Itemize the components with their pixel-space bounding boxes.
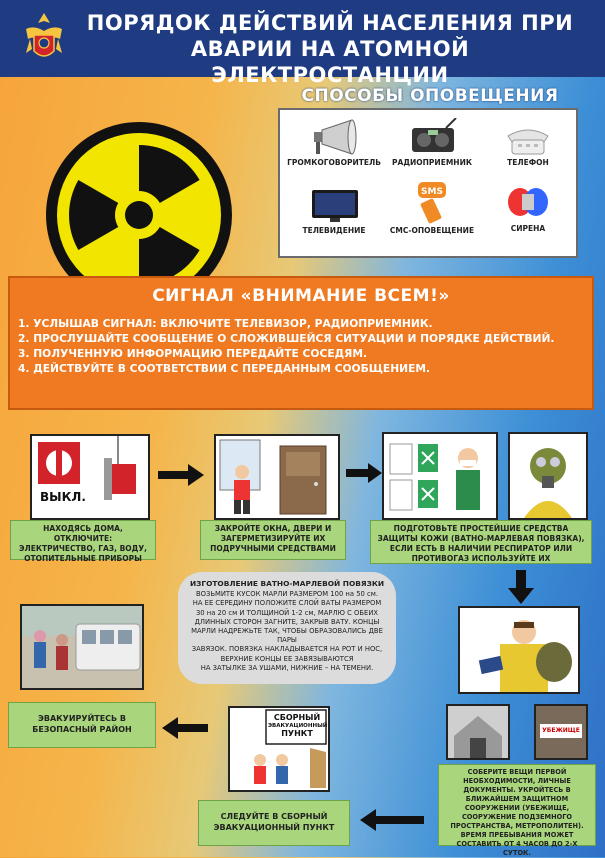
notify-label-telephone: ТЕЛЕФОН [507,158,549,167]
notify-label-siren: СИРЕНА [510,224,546,233]
shelter-entrance-picture [446,704,510,760]
signal-panel [8,276,594,410]
bandage-line: ВЕРХНИЕ КОНЦЫ ЕЕ ЗАВЯЗЫВАЮТСЯ [220,654,354,663]
bandage-instruction-bubble [178,572,396,684]
step-caption-assembly-point: СЛЕДУЙТЕ В СБОРНЫЙ ЭВАКУАЦИОННЫЙ ПУНКТ [198,800,350,846]
arrow-left-icon [360,808,424,832]
signal-steps [18,316,584,376]
switch-off-label: ВЫКЛ. [40,490,86,504]
page-title [80,10,580,88]
evacuation-bus-picture [20,604,144,690]
arrow-right-icon [158,462,204,488]
notify-label-loudspeaker: ГРОМКОГОВОРИТЕЛЬ [287,158,381,167]
assembly-point-sign [268,714,326,738]
notify-item-tv [284,186,384,235]
bandage-line: ДЛИННЫХ СТОРОН ЗАГНИТЕ, ЗАКРЫВ ВАТУ. КОНЦЫ [194,617,380,626]
evacuation-bus-icon [22,606,142,688]
bandage-instructions-icon [384,434,496,518]
switch-off-picture [30,434,150,520]
signal-step: 4. ДЕЙСТВУЙТЕ В СООТВЕТСТВИИ С ПЕРЕДАННЫМ СООБЩЕНИЕМ. [18,362,431,375]
sms-icon [402,180,462,224]
signal-step: 1. УСЛЫШАВ СИГНАЛ: ВКЛЮЧИТЕ ТЕЛЕВИЗОР, РАДИОПРИЕМНИК. [18,317,433,330]
step-caption-protection: ПОДГОТОВЬТЕ ПРОСТЕЙШИЕ СРЕДСТВА ЗАЩИТЫ КОЖИ (ВАТНО-МАРЛЕВАЯ ПОВЯЗКА), ЕСЛИ ЕСТЬ В НАЛИЧИИ РЕСПИРАТОР ИЛИ ПРОТИВОГАЗ ИСПОЛЬЗУЙТЕ ИХ [370,520,592,564]
notify-item-radio [382,118,482,167]
tv-icon [304,186,364,224]
notification-panel [278,108,578,258]
sign-line: ЭВАКУАЦИОННЫЙ [268,723,328,729]
protection-means-picture [382,432,498,520]
shelter-sign-text: УБЕЖИЩЕ [542,727,580,734]
gas-mask-picture [508,432,588,520]
notify-item-telephone [478,118,578,167]
person-with-documents-icon [460,608,578,692]
arrow-left-icon [162,716,208,740]
sms-badge-text: SMS [421,187,443,197]
closing-window-icon [216,436,338,518]
signal-title: СИГНАЛ «ВНИМАНИЕ ВСЕМ!» [152,286,450,306]
shelter-entrance-icon [448,706,508,758]
gas-mask-icon [510,434,586,518]
arrow-down-icon [508,570,534,604]
notify-item-loudspeaker [284,118,384,167]
telephone-icon [498,118,558,156]
power-switch-icon [32,436,148,518]
notify-label-tv: ТЕЛЕВИДЕНИЕ [302,226,366,235]
page-title-line1: ПОРЯДОК ДЕЙСТВИЙ НАСЕЛЕНИЯ ПРИ [86,11,574,35]
siren-icon [498,182,558,222]
assembly-point-picture [228,706,330,792]
bandage-line: НА ЗАТЫЛКЕ ЗА УШАМИ, НИЖНИЕ – НА ТЕМЕНИ. [200,663,374,672]
bandage-line: НА ЕЕ СЕРЕДИНУ ПОЛОЖИТЕ СЛОЙ ВАТЫ РАЗМЕРОМ [192,599,382,608]
page-title-line2: АВАРИИ НА АТОМНОЙ ЭЛЕКТРОСТАНЦИИ [190,37,470,87]
notify-item-siren [478,182,578,233]
megaphone-icon [304,118,364,156]
bandage-line: ЗАВЯЗОК. ПОВЯЗКА НАКЛАДЫВАЕТСЯ НА РОТ И НОС, [191,645,383,654]
step-caption-shelter: СОБЕРИТЕ ВЕЩИ ПЕРВОЙ НЕОБХОДИМОСТИ, ЛИЧНЫЕ ДОКУМЕНТЫ. УКРОЙТЕСЬ В БЛИЖАЙШЕМ ЗАЩИТНОМ СООРУЖЕНИИ (УБЕЖИЩЕ, СООРУЖЕНИЕ ПОДЗЕМНОГО ПРОСТРАНСТВА, МЕТРОПОЛИТЕН). ВРЕМЯ ПРЕБЫВАНИЯ МОЖЕТ СОСТАВИТЬ ОТ 4 ЧАСОВ ДО 2-Х СУТОК. [438,764,596,846]
shelter-sign-picture [534,704,588,760]
notify-label-radio: РАДИОПРИЕМНИК [392,158,472,167]
sign-line: СБОРНЫЙ [273,713,321,722]
radio-icon [402,118,462,156]
bandage-title: ИЗГОТОВЛЕНИЕ ВАТНО-МАРЛЕВОЙ ПОВЯЗКИ [189,579,385,588]
step-caption-evacuate: ЭВАКУИРУЙТЕСЬ В БЕЗОПАСНЫЙ РАЙОН [8,702,156,748]
notification-title: СПОСОБЫ ОПОВЕЩЕНИЯ [301,86,559,106]
documents-bag-picture [458,606,580,694]
step-caption-turn-off: НАХОДЯСЬ ДОМА, ОТКЛЮЧИТЕ: ЭЛЕКТРИЧЕСТВО, ГАЗ, ВОДУ, ОТОПИТЕЛЬНЫЕ ПРИБОРЫ [10,520,156,560]
bandage-line: 30 на 20 см И ТОЛЩИНОЙ 1-2 см, МАРЛЮ С ОБЕИХ [195,608,379,617]
close-windows-picture [214,434,340,520]
sign-line: ПУНКТ [281,729,313,738]
bandage-line: МАРЛИ НАДРЕЖЬТЕ ТАК, ЧТОБЫ ОБРАЗОВАЛИСЬ ДВЕ ПАРЫ [191,627,383,645]
arrow-right-icon [346,462,382,484]
notify-item-sms [382,180,482,235]
signal-step: 2. ПРОСЛУШАЙТЕ СООБЩЕНИЕ О СЛОЖИВШЕЙСЯ СИТУАЦИИ И ПОРЯДКЕ ДЕЙСТВИЙ. [18,332,555,345]
bandage-line: ВОЗЬМИТЕ КУСОК МАРЛИ РАЗМЕРОМ 100 на 50 см. [195,590,379,599]
emchs-emblem-icon [20,9,68,67]
step-caption-close-windows: ЗАКРОЙТЕ ОКНА, ДВЕРИ И ЗАГЕРМЕТИЗИРУЙТЕ ИХ ПОДРУЧНЫМИ СРЕДСТВАМИ [200,520,346,560]
signal-step: 3. ПОЛУЧЕННУЮ ИНФОРМАЦИЮ ПЕРЕДАЙТЕ СОСЕДЯМ. [18,347,368,360]
notify-label-sms: СМС-ОПОВЕЩЕНИЕ [389,226,475,235]
